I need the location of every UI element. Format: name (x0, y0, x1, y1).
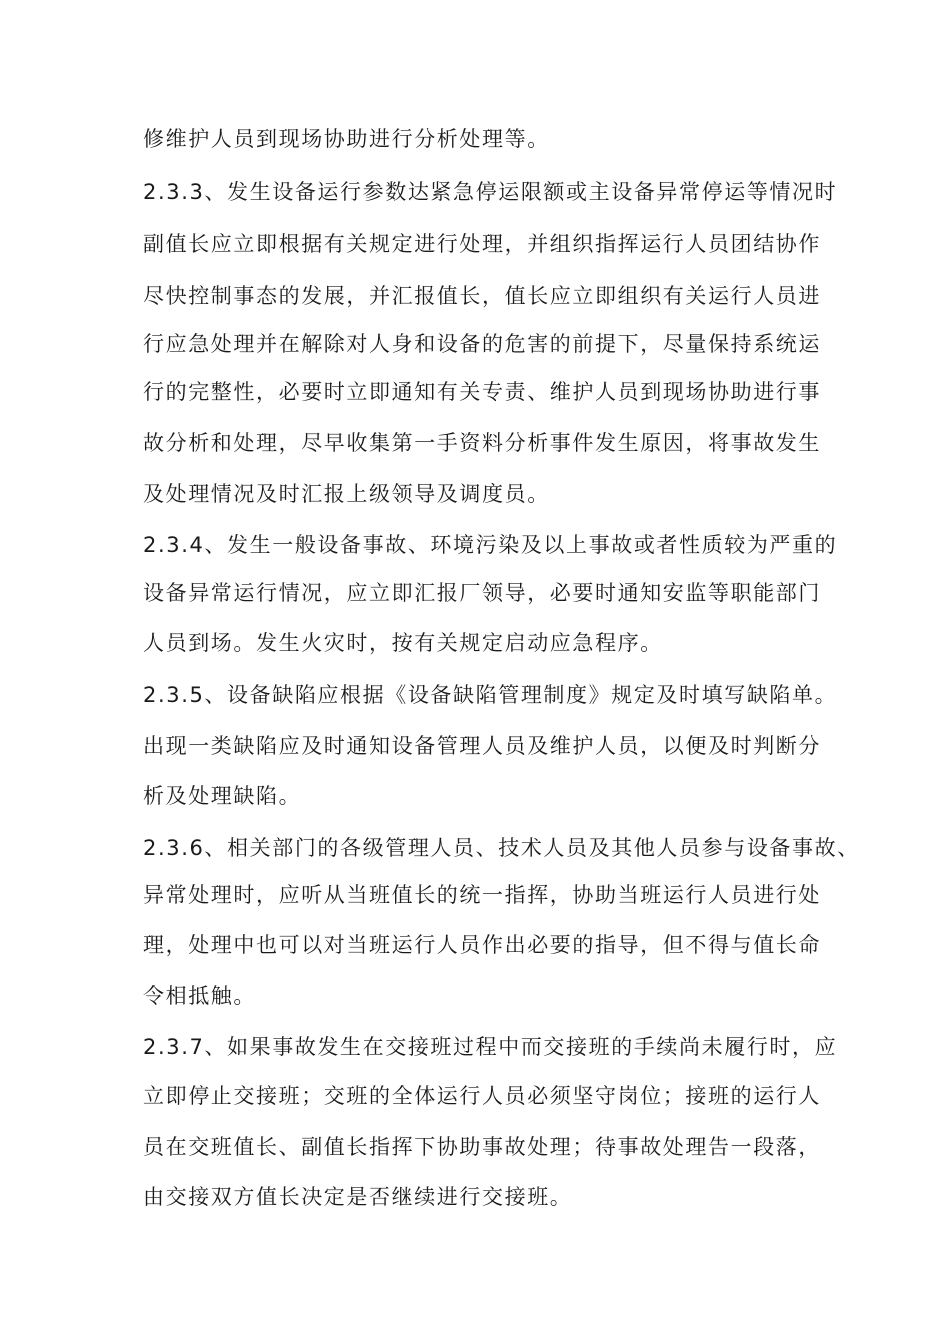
text-line: 修维护人员到现场协助进行分析处理等。 (143, 127, 550, 151)
text-line: 人员到场。发生火灾时，按有关规定启动应急程序。 (143, 631, 663, 655)
text-line: 理，处理中也可以对当班运行人员作出必要的指导，但不得与值长命 (143, 933, 821, 957)
text-line: 尽快控制事态的发展，并汇报值长，值长应立即组织有关运行人员进 (143, 284, 821, 308)
text-line: 员在交班值长、副值长指挥下协助事故处理；待事故处理告一段落， (143, 1135, 821, 1159)
text-line: 行的完整性，必要时立即通知有关专责、维护人员到现场协助进行事 (143, 380, 821, 404)
text-line: 析及处理缺陷。 (143, 784, 302, 808)
clause-2-3-7-line: 2.3.7、如果事故发生在交接班过程中而交接班的手续尚未履行时，应 (143, 1035, 838, 1059)
text-line: 异常处理时，应听从当班值长的统一指挥，协助当班运行人员进行处 (143, 883, 821, 907)
clause-2-3-5-line: 2.3.5、设备缺陷应根据《设备缺陷管理制度》规定及时填写缺陷单。 (143, 683, 838, 707)
text-line: 令相抵触。 (143, 984, 256, 1008)
text-line: 及处理情况及时汇报上级领导及调度员。 (143, 482, 550, 506)
text-line: 故分析和处理，尽早收集第一手资料分析事件发生原因，将事故发生 (143, 431, 821, 455)
text-line: 设备异常运行情况，应立即汇报厂领导，必要时通知安监等职能部门 (143, 581, 821, 605)
text-line: 出现一类缺陷应及时通知设备管理人员及维护人员，以便及时判断分 (143, 734, 821, 758)
text-line: 行应急处理并在解除对人身和设备的危害的前提下，尽量保持系统运 (143, 332, 821, 356)
clause-2-3-6-line: 2.3.6、相关部门的各级管理人员、技术人员及其他人员参与设备事故、 (143, 836, 860, 860)
text-line: 立即停止交接班；交班的全体运行人员必须坚守岗位；接班的运行人 (143, 1084, 821, 1108)
clause-2-3-3-line: 2.3.3、发生设备运行参数达紧急停运限额或主设备异常停运等情况时 (143, 180, 838, 204)
text-line: 副值长应立即根据有关规定进行处理，并组织指挥运行人员团结协作 (143, 232, 821, 256)
text-line: 由交接双方值长决定是否继续进行交接班。 (143, 1185, 573, 1209)
clause-2-3-4-line: 2.3.4、发生一般设备事故、环境污染及以上事故或者性质较为严重的 (143, 533, 838, 557)
